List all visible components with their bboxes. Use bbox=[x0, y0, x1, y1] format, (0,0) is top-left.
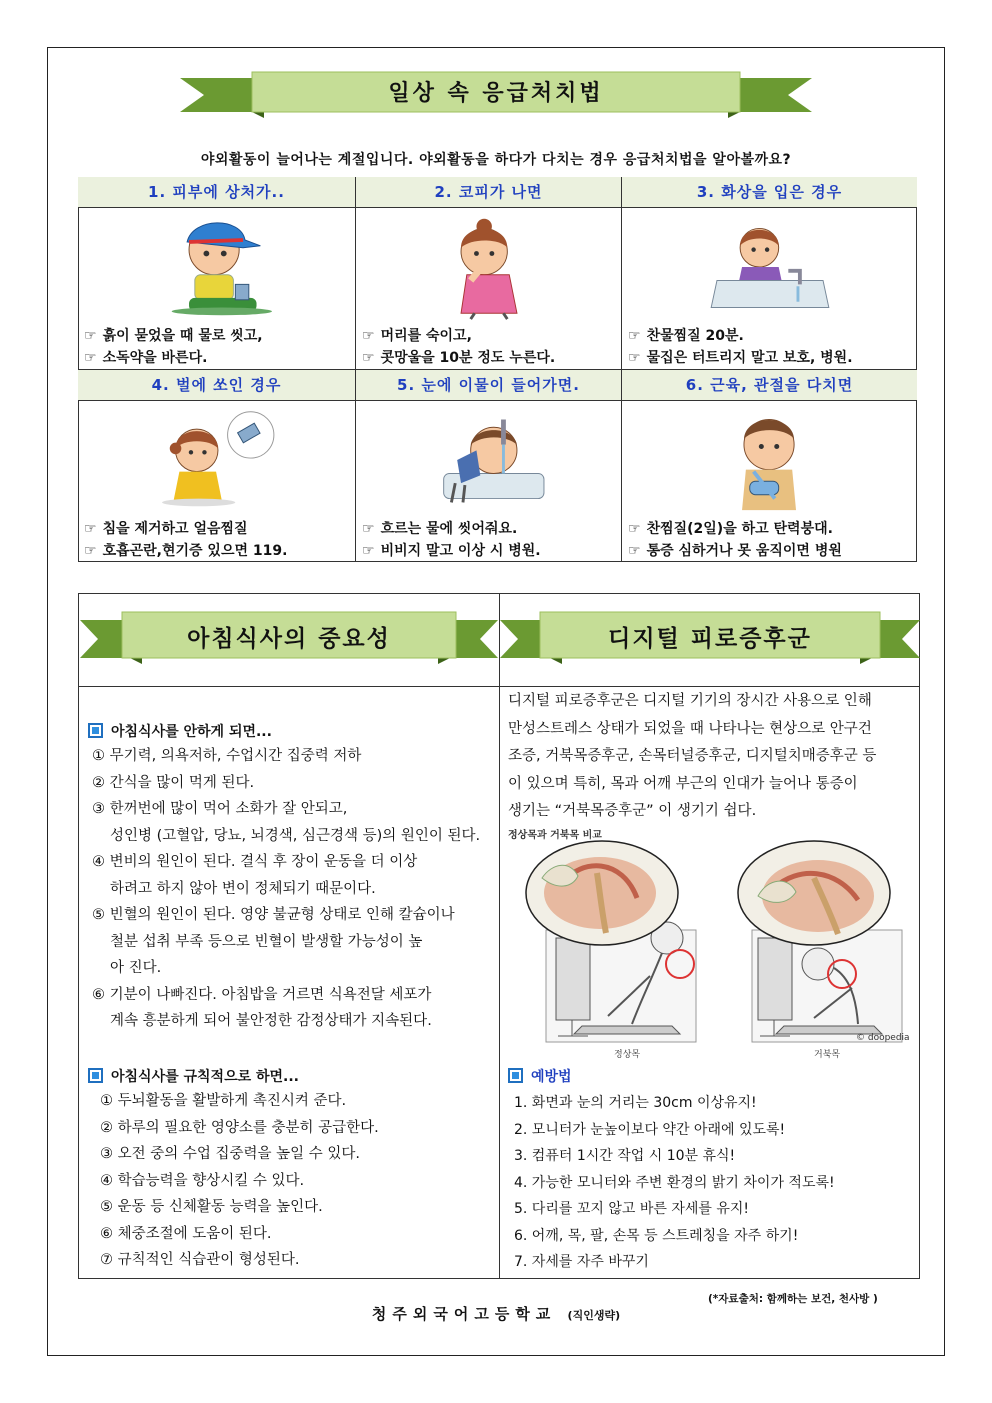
instruction-text: 비비지 말고 이상 시 병원. bbox=[380, 543, 541, 559]
intro-text: 야외활동이 늘어나는 계절입니다. 야외활동을 하다가 다치는 경우 응급처치법을 알아볼까요? bbox=[200, 152, 792, 168]
first-aid-card bbox=[356, 370, 622, 562]
regular-breakfast-heading bbox=[88, 1066, 299, 1086]
pointing-hand-icon: ☞ bbox=[84, 521, 97, 537]
eye-wash-illustration bbox=[424, 406, 554, 514]
instruction-text: 흙이 묻었을 때 물로 씻고, bbox=[102, 328, 263, 344]
source-note: (*자료출처: 함께하는 보건, 천사방 ) bbox=[708, 1293, 878, 1305]
instruction-text: 콧망울을 10분 정도 누른다. bbox=[380, 350, 556, 366]
instruction-line bbox=[84, 540, 351, 562]
skip-effect-item: 철분 섭취 부족 등으로 빈혈이 발생할 가능성이 높 bbox=[110, 933, 423, 950]
first-aid-card bbox=[622, 370, 917, 562]
first-aid-card bbox=[78, 370, 356, 562]
figure-caption: 정상목과 거북목 비교 bbox=[508, 830, 602, 841]
first-aid-heading: 5. 눈에 이물이 들어가면. bbox=[356, 370, 621, 401]
prevention-item: 3. 컴퓨터 1시간 작업 시 10분 휴식! bbox=[514, 1148, 736, 1164]
first-aid-heading: 2. 코피가 나면 bbox=[356, 177, 621, 208]
paragraph-line: 디지털 피로증후군은 디지털 기기의 장시간 사용으로 인해 bbox=[508, 693, 872, 709]
instruction-text: 통증 심하거나 못 움직이면 병원 bbox=[646, 543, 842, 559]
digital-ribbon bbox=[500, 610, 920, 664]
pointing-hand-icon: ☞ bbox=[628, 328, 641, 344]
prevention-item: 4. 가능한 모니터와 주변 환경의 밝기 차이가 적도록! bbox=[514, 1174, 835, 1191]
benefit-item: ① 두뇌활동을 활발하게 촉진시켜 준다. bbox=[100, 1093, 347, 1109]
prevention-heading bbox=[508, 1066, 572, 1086]
instruction-line bbox=[628, 518, 913, 540]
figure-credit: © doopedia bbox=[856, 1033, 910, 1043]
title-ribbon bbox=[180, 70, 812, 118]
pointing-hand-icon: ☞ bbox=[628, 521, 641, 537]
instruction-line bbox=[362, 518, 617, 540]
paragraph-line: 만성스트레스 상태가 되었을 때 나타나는 현상으로 안구건 bbox=[508, 720, 872, 737]
instruction-line bbox=[628, 325, 913, 347]
first-aid-instructions bbox=[84, 518, 351, 562]
skip-effect-item: 계속 흥분하게 되어 불안정한 감정상태가 지속된다. bbox=[110, 1013, 432, 1029]
instruction-line bbox=[362, 540, 617, 562]
prevention-item: 6. 어깨, 목, 팔, 손목 등 스트레칭을 자주 하기! bbox=[514, 1227, 799, 1244]
skip-effect-item: ② 간식을 많이 먹게 된다. bbox=[92, 774, 255, 791]
burn-illustration bbox=[705, 213, 835, 321]
pointing-hand-icon: ☞ bbox=[84, 350, 97, 366]
instruction-text: 흐르는 물에 씻어줘요. bbox=[380, 521, 518, 537]
instruction-line bbox=[628, 540, 913, 562]
instruction-text: 소독약을 바른다. bbox=[102, 350, 208, 366]
skip-effect-item: 아 진다. bbox=[110, 960, 162, 976]
first-aid-instructions bbox=[628, 518, 913, 562]
benefit-item: ③ 오전 중의 수업 집중력을 높일 수 있다. bbox=[100, 1146, 360, 1162]
school-suffix: (직인생략) bbox=[567, 1309, 621, 1322]
first-aid-card bbox=[622, 177, 917, 370]
header-divider bbox=[78, 686, 920, 687]
instruction-line bbox=[362, 325, 617, 347]
turtle-neck-illustration bbox=[738, 841, 902, 1042]
square-bullet-icon bbox=[88, 723, 103, 738]
breakfast-title: 아침식사의 중요성 bbox=[187, 626, 391, 652]
first-aid-heading: 3. 화상을 입은 경우 bbox=[622, 177, 917, 208]
school-footer bbox=[0, 1303, 992, 1324]
instruction-line bbox=[628, 347, 913, 369]
nosebleed-illustration bbox=[424, 213, 554, 321]
first-aid-instructions bbox=[628, 325, 913, 369]
pointing-hand-icon: ☞ bbox=[362, 543, 375, 559]
prevention-item: 7. 자세를 자주 바꾸기 bbox=[514, 1254, 649, 1270]
skip-heading-text: 아침식사를 안하게 되면... bbox=[111, 724, 272, 740]
benefit-item: ⑥ 체중조절에 도움이 된다. bbox=[100, 1225, 272, 1242]
regular-heading-text: 아침식사를 규칙적으로 하면... bbox=[111, 1069, 299, 1085]
pointing-hand-icon: ☞ bbox=[362, 328, 375, 344]
prevention-heading-text: 예방법 bbox=[531, 1069, 572, 1085]
pointing-hand-icon: ☞ bbox=[628, 543, 641, 559]
instruction-line bbox=[84, 325, 351, 347]
paragraph-line: 생기는 “거북목증후군” 이 생기기 쉽다. bbox=[508, 803, 757, 819]
skip-breakfast-heading bbox=[88, 721, 272, 741]
skip-effect-item: ⑤ 빈혈의 원인이 된다. 영양 불균형 상태로 인해 칼슘이나 bbox=[92, 907, 455, 923]
instruction-text: 호흡곤란,현기증 있으면 119. bbox=[102, 543, 288, 559]
breakfast-ribbon bbox=[80, 610, 498, 664]
instruction-text: 머리를 숙이고, bbox=[380, 328, 472, 344]
first-aid-card bbox=[78, 177, 356, 370]
skip-effect-item: 성인병 (고혈압, 당뇨, 뇌경색, 심근경색 등)의 원인이 된다. bbox=[110, 827, 481, 844]
regular-breakfast-list bbox=[100, 1088, 379, 1274]
prevention-list bbox=[514, 1090, 835, 1276]
prevention-item: 2. 모니터가 눈높이보다 약간 아래에 있도록! bbox=[514, 1121, 786, 1138]
bee-sting-illustration bbox=[152, 406, 282, 514]
pointing-hand-icon: ☞ bbox=[362, 350, 375, 366]
instruction-line bbox=[362, 347, 617, 369]
skip-effect-item: ⑥ 기분이 나빠진다. 아침밥을 거르면 식욕전달 세포가 bbox=[92, 986, 432, 1003]
prevention-item: 1. 화면과 눈의 거리는 30cm 이상유지! bbox=[514, 1095, 757, 1111]
first-aid-heading: 1. 피부에 상처가.. bbox=[78, 177, 355, 208]
pointing-hand-icon: ☞ bbox=[628, 350, 641, 366]
skip-effect-item: 하려고 하지 않아 변이 정체되기 때문이다. bbox=[110, 880, 376, 897]
skip-effect-item: ③ 한꺼번에 많이 먹어 소화가 잘 안되고, bbox=[92, 801, 348, 817]
figure-left-label: 정상목 bbox=[614, 1050, 641, 1060]
benefit-item: ④ 학습능력을 향상시킬 수 있다. bbox=[100, 1172, 305, 1189]
digital-title: 디지털 피로증후군 bbox=[608, 626, 812, 652]
instruction-line bbox=[84, 518, 351, 540]
paragraph-line: 조증, 거북목증후군, 손목터널증후군, 디지털치매증후군 등 bbox=[508, 748, 877, 764]
arm-sling-illustration bbox=[705, 406, 835, 514]
page-title: 일상 속 응급처치법 bbox=[388, 81, 604, 106]
benefit-item: ② 하루의 필요한 영양소를 충분히 공급한다. bbox=[100, 1119, 379, 1136]
instruction-text: 찬물찜질 20분. bbox=[646, 328, 744, 344]
skip-effect-item: ④ 변비의 원인이 된다. 결식 후 장이 운동을 더 이상 bbox=[92, 854, 418, 870]
paragraph-line: 이 있으며 특히, 목과 어깨 부근의 인대가 늘어나 통증이 bbox=[508, 775, 858, 792]
instruction-text: 물집은 터트리지 말고 보호, 병원. bbox=[646, 350, 853, 366]
figure-right-label: 거북목 bbox=[814, 1050, 841, 1060]
square-bullet-icon bbox=[508, 1068, 523, 1083]
normal-neck-illustration bbox=[526, 841, 696, 1042]
instruction-text: 찬찜질(2일)을 하고 탄력붕대. bbox=[646, 521, 833, 537]
first-aid-instructions bbox=[362, 325, 617, 369]
instruction-line bbox=[84, 347, 351, 369]
school-name: 청주외국어고등학교 bbox=[371, 1305, 557, 1323]
skip-breakfast-list bbox=[92, 743, 480, 1035]
pointing-hand-icon: ☞ bbox=[362, 521, 375, 537]
first-aid-card bbox=[356, 177, 622, 370]
skip-effect-item: ① 무기력, 의욕저하, 수업시간 집중력 저하 bbox=[92, 748, 362, 764]
instruction-text: 침을 제거하고 얼음찜질 bbox=[102, 521, 248, 537]
benefit-item: ⑤ 운동 등 신체활동 능력을 높인다. bbox=[100, 1199, 323, 1215]
benefit-item: ⑦ 규칙적인 식습관이 형성된다. bbox=[100, 1252, 300, 1268]
pointing-hand-icon: ☞ bbox=[84, 328, 97, 344]
prevention-item: 5. 다리를 꼬지 않고 바른 자세를 유지! bbox=[514, 1201, 750, 1217]
first-aid-heading: 6. 근육, 관절을 다치면 bbox=[622, 370, 917, 401]
first-aid-instructions bbox=[362, 518, 617, 562]
scraped-knee-illustration bbox=[152, 213, 282, 321]
square-bullet-icon bbox=[88, 1068, 103, 1083]
neck-comparison-figure bbox=[512, 838, 912, 1058]
digital-paragraph bbox=[508, 688, 912, 826]
pointing-hand-icon: ☞ bbox=[84, 543, 97, 559]
column-divider bbox=[499, 593, 500, 1279]
first-aid-instructions bbox=[84, 325, 351, 369]
first-aid-heading: 4. 벌에 쏘인 경우 bbox=[78, 370, 355, 401]
